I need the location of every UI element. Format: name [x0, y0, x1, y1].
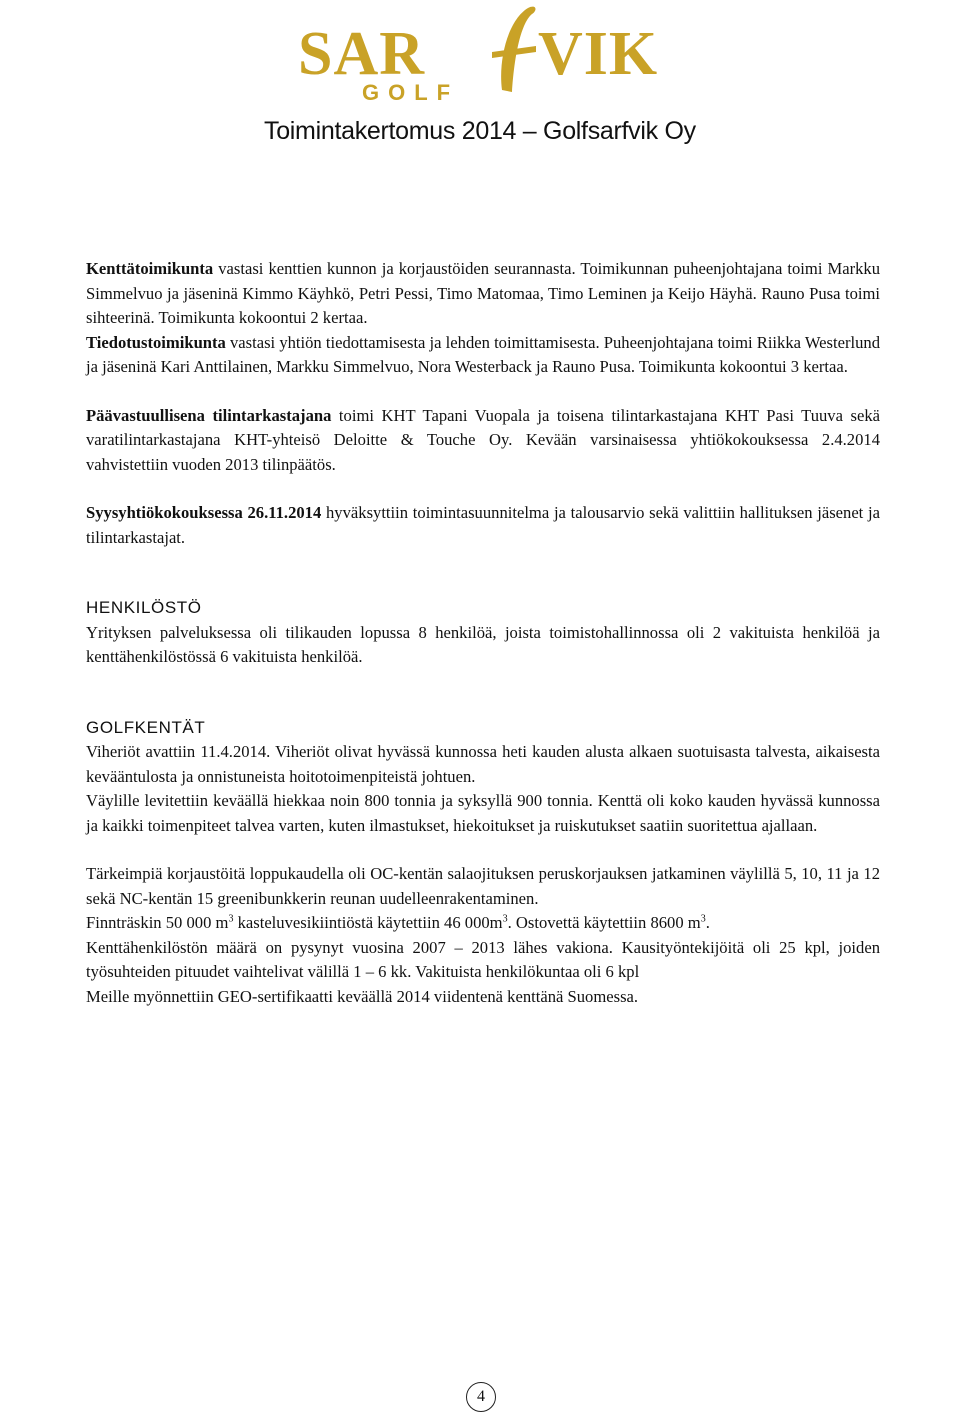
paragraph-text: vastasi yhtiön tiedottamisesta ja lehden toimittamisesta. Puheenjohtajana toimi Riikka Westerlund ja jäseninä Kari Anttilainen, Markku Simmelvuo, Nora Westerback ja Rauno Pusa. Toimikunta kokoontui 3 kertaa.	[86, 332, 881, 376]
superscript-3: 3	[502, 913, 508, 925]
paragraph-viheriot: Viheriöt avattiin 11.4.2014. Viheriöt olivat hyvässä kunnossa heti kauden alusta alkaen suotuisasta talvesta, aikaisesta kevääntulosta ja onnistuneista hoitotoimenpiteistä johtuen.	[86, 742, 880, 786]
paragraph-text: vastasi kenttien kunnon ja korjaustöiden seurannasta. Toimikunnan puheenjohtajana toimi Markku Simmelvuo ja jäseninä Kimmo Käyhkö, Petri Pessi, Timo Matomaa, Timo Leminen ja Keijo Häyhä. Rauno Pusa toimi sihteerinä. Toimikunta kokoontui 2 kertaa.	[86, 259, 880, 327]
paragraph-korjaustyot: Tärkeimpiä korjaustöitä loppukaudella oli OC-kentän salaojituksen peruskorjauksen jatkaminen väylillä 5, 10, 11 ja 12 sekä NC-kentän 15 greenibunkkerin reunan uudelleenrakentaminen.	[86, 864, 880, 908]
paragraph-text: hyväksyttiin toimintasuunnitelma ja talousarvio sekä valittiin hallituksen jäsenet ja tilintarkastajat.	[86, 503, 881, 547]
water-text-a: Finnträskin 50 000 m	[86, 913, 229, 932]
paragraph-syysyhtiokokous	[86, 501, 880, 550]
logo-graphic	[0, 0, 960, 110]
logo-wordmark: SAR	[298, 20, 426, 88]
logo-subtitle: GOLF	[362, 80, 460, 105]
term-tilintarkastaja: Päävastuullisena tilintarkastajana	[86, 405, 332, 425]
paragraph-vaylat: Väylille levitettiin keväällä hiekkaa noin 800 tonnia ja syksyllä 900 tonnia. Kenttä oli koko kauden hyvässä kunnossa ja kaikki toimenpiteet talvea varten, kuten ilmastukset, hiekoitukset ja ruiskutukset saatiin suoritettua ajallaan.	[86, 791, 880, 835]
paragraph-kenttatoimikunta	[86, 257, 880, 331]
logo-wordmark-end: VIK	[538, 20, 659, 88]
heading-henkilosto: HENKILÖSTÖ	[86, 598, 202, 617]
term-syysyhtiokokous: Syysyhtiökokouksessa 26.11.2014	[86, 503, 322, 522]
water-text-b: kasteluvesikiintiöstä käytettiin 46 000m	[233, 913, 503, 932]
superscript-3: 3	[228, 913, 234, 925]
paragraph-tilintarkastaja	[86, 404, 880, 478]
superscript-3: 3	[700, 913, 706, 925]
water-text-c: . Ostovettä käytettiin 8600 m	[507, 913, 701, 932]
sarfvik-golf-logo	[0, 0, 960, 110]
paragraph-henkilosto: Yrityksen palveluksessa oli tilikauden lopussa 8 henkilöä, joista toimistohallinnossa oli 2 vakituista henkilöä ja kenttähenkilöstössä 6 vakituista henkilöä.	[86, 622, 880, 666]
page-number: 4	[466, 1382, 496, 1412]
paragraph-text: toimi KHT Tapani Vuopala ja toisena tilintarkastajana KHT Pasi Tuuva sekä varatilintarkastajana KHT-yhteisö Deloitte & Touche Oy. Kevään varsinaisessa yhtiökokouksessa 2.4.2014 vahvistettiin vuoden 2013 tilinpäätös.	[86, 405, 880, 474]
term-tiedotustoimikunta: Tiedotustoimikunta	[86, 332, 226, 352]
paragraph-tiedotustoimikunta	[86, 331, 880, 380]
heading-golfkentat: GOLFKENTÄT	[86, 717, 206, 737]
paragraph-kenttahenkilosto: Kenttähenkilöstön määrä on pysynyt vuosina 2007 – 2013 lähes vakiona. Kausityöntekijöitä oli 25 kpl, joiden työsuhteiden pituudet vaihtelivat välillä 1 – 6 kk. Vakituista henkilökuntaa oli 6 kpl	[86, 937, 880, 981]
document-body	[86, 257, 880, 1009]
water-text-d: .	[705, 913, 710, 932]
document-title: Toimintakertomus 2014 – Golfsarfvik Oy	[264, 117, 696, 145]
paragraph-geo: Meille myönnettiin GEO-sertifikaatti keväällä 2014 viidentenä kenttänä Suomessa.	[86, 986, 639, 1006]
term-kenttatoimikunta: Kenttätoimikunta	[86, 259, 214, 278]
paragraph-vesi	[86, 911, 880, 936]
